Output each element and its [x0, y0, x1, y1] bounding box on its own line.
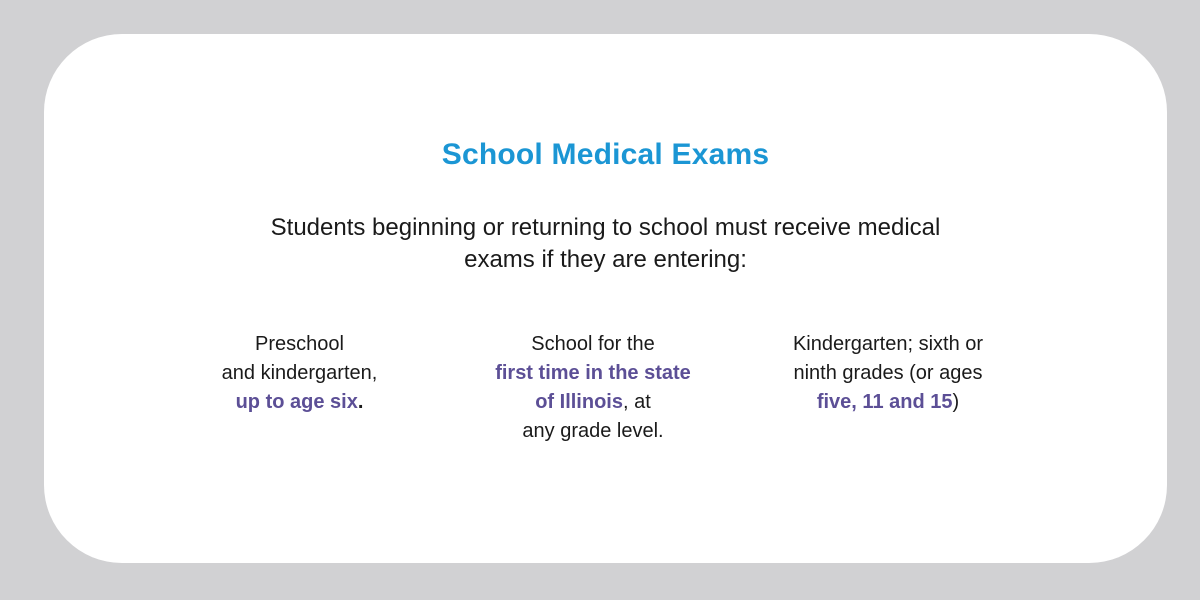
criteria-highlight: five, 11 and 15 — [816, 391, 953, 413]
criteria-line: and kindergarten, — [221, 362, 378, 384]
criteria-column-preschool — [187, 330, 412, 417]
criteria-text: ) — [952, 391, 960, 413]
criteria-highlight: of Illinois — [535, 391, 623, 413]
criteria-line — [762, 388, 1014, 417]
criteria-line: any grade level. — [522, 420, 664, 442]
criteria-column-first-time-illinois — [468, 330, 718, 446]
criteria-line: Kindergarten; sixth or — [792, 333, 984, 355]
criteria-line — [187, 388, 412, 417]
criteria-line — [468, 388, 718, 417]
criteria-line: Preschool — [255, 333, 344, 355]
intro-line-1: Students beginning or returning to school must receive medical — [270, 214, 941, 241]
criteria-highlight: first time in the state — [495, 362, 691, 384]
criteria-column-grades — [762, 330, 1014, 417]
criteria-line — [468, 359, 718, 388]
intro-line-2: exams if they are entering: — [464, 246, 747, 273]
criteria-text: , at — [622, 391, 651, 413]
criteria-punctuation: . — [357, 391, 364, 413]
criteria-highlight: up to age six — [235, 391, 358, 413]
criteria-line: School for the — [531, 333, 655, 355]
card-title: School Medical Exams — [441, 138, 770, 171]
criteria-line: ninth grades (or ages — [793, 362, 983, 384]
intro-text — [194, 212, 1017, 276]
info-card — [44, 34, 1167, 563]
